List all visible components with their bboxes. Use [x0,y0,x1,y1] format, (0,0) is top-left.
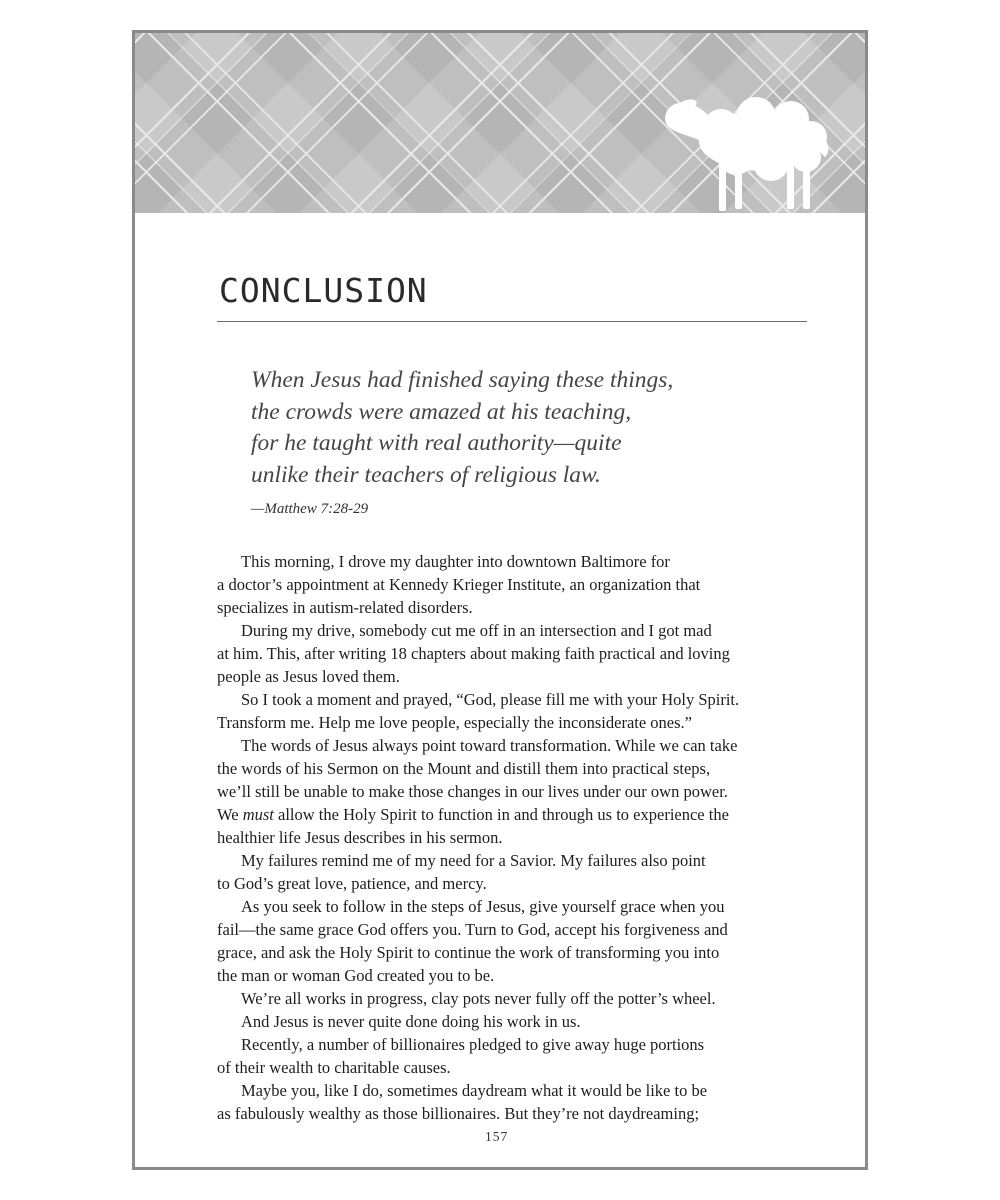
body-line: grace, and ask the Holy Spirit to continue the work of transforming you into [217,943,720,962]
body-line: Transform me. Help me love people, especially the inconsiderate ones.” [217,713,692,732]
body-line: fail—the same grace God offers you. Turn to God, accept his forgiveness and [217,920,728,939]
sheep-icon [661,85,833,213]
epigraph-line: the crowds were amazed at his teaching, [251,398,632,425]
body-line-rest: allow the Holy Spirit to function in and through us to experience the [278,805,729,824]
body-line [217,803,817,826]
plaid-banner [135,33,865,213]
body-line: the words of his Sermon on the Mount and distill them into practical steps, [217,759,711,778]
title-rule [217,321,807,322]
body-line: to God’s great love, patience, and mercy. [217,874,487,893]
body-line: My failures remind me of my need for a Savior. My failures also point [241,851,706,870]
body-text [217,550,817,1125]
body-line: we’ll still be unable to make those changes in our lives under our own power. [217,782,728,801]
body-line: at him. This, after writing 18 chapters about making faith practical and loving [217,644,730,663]
body-line: This morning, I drove my daughter into downtown Baltimore for [241,552,670,571]
body-line: The words of Jesus always point toward transformation. While we can take [241,736,738,755]
body-line: As you seek to follow in the steps of Jesus, give yourself grace when you [241,897,725,916]
body-line: specializes in autism-related disorders. [217,598,473,617]
epigraph-line: When Jesus had finished saying these things, [251,367,674,393]
epigraph-citation: —Matthew 7:28-29 [251,501,369,517]
body-line: the man or woman God created you to be. [217,966,495,985]
body-line: of their wealth to charitable causes. [217,1058,451,1077]
body-line: During my drive, somebody cut me off in an intersection and I got mad [241,621,712,640]
body-line: Maybe you, like I do, sometimes daydream what it would be like to be [241,1081,708,1100]
body-line: And Jesus is never quite done doing his work in us. [241,1012,581,1031]
epigraph-line: for he taught with real authority—quite [251,430,622,456]
epigraph [251,365,791,491]
book-page [132,30,868,1170]
body-line: So I took a moment and prayed, “God, please fill me with your Holy Spirit. [241,690,740,709]
body-line: as fabulously wealthy as those billionaires. But they’re not daydreaming; [217,1104,700,1123]
epigraph-line: unlike their teachers of religious law. [251,461,601,488]
body-line: healthier life Jesus describes in his sermon. [217,828,503,847]
body-line-lead: We [217,805,239,824]
chapter-title: CONCLUSION [219,271,428,310]
emphasis-text: must [242,805,274,824]
body-line: people as Jesus loved them. [217,667,400,686]
body-line: Recently, a number of billionaires pledged to give away huge portions [241,1035,705,1054]
body-line: We’re all works in progress, clay pots never fully off the potter’s wheel. [241,989,716,1008]
body-line: a doctor’s appointment at Kennedy Krieger Institute, an organization that [217,575,701,594]
page-number: 157 [485,1129,509,1144]
